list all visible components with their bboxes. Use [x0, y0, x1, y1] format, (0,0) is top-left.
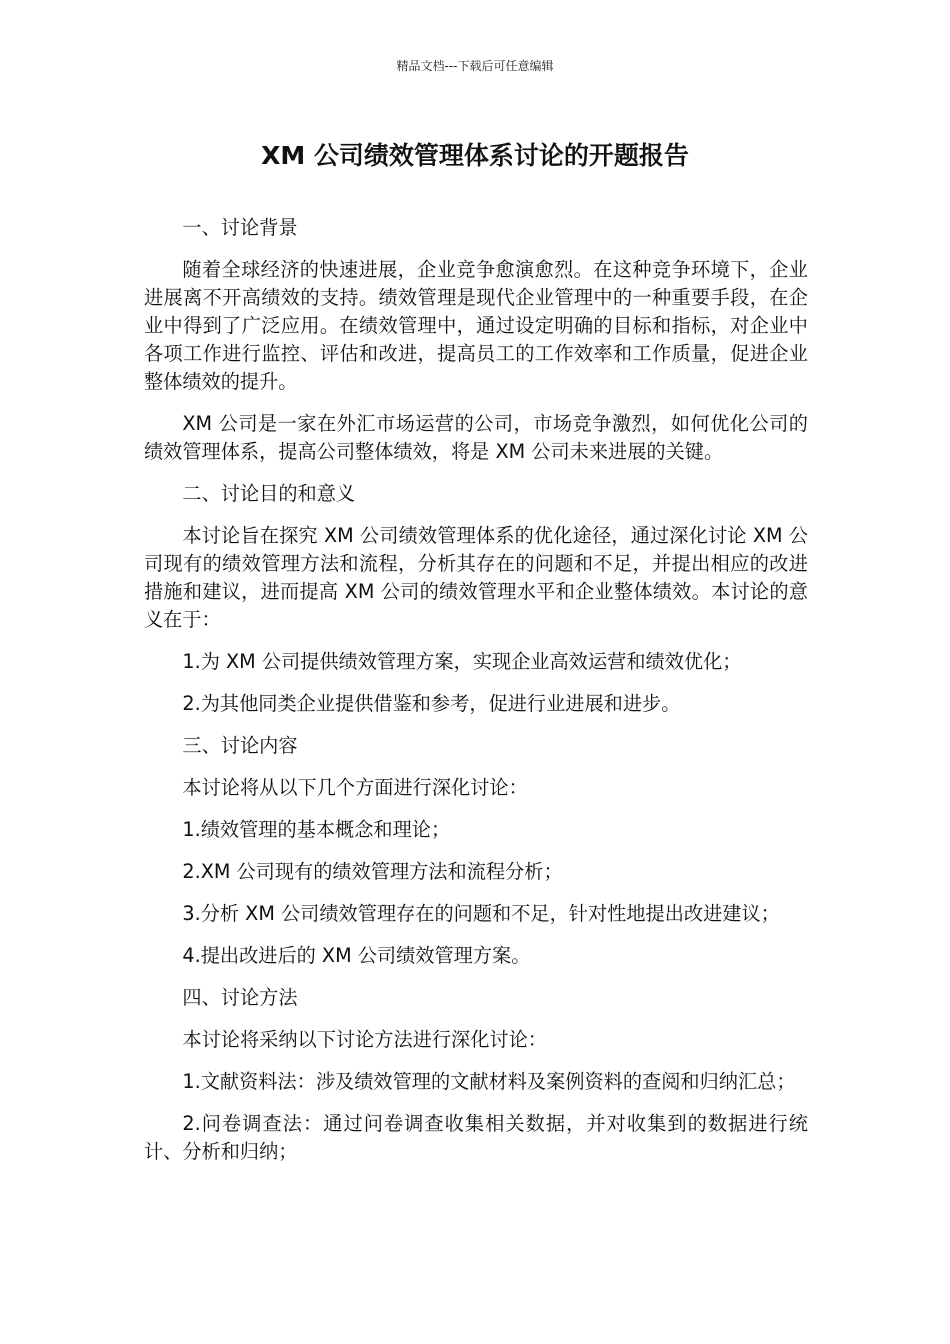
- list-item-content-3: 3.分析 XM 公司绩效管理存在的问题和不足，针对性地提出改进建议；: [182, 902, 780, 925]
- section-heading-background: 一、讨论背景: [182, 216, 298, 239]
- list-item-purpose-2: 2.为其他同类企业提供借鉴和参考，促进行业进展和进步。: [182, 692, 681, 715]
- list-item-content-2: 2.XM 公司现有的绩效管理方法和流程分析；: [182, 860, 563, 883]
- list-item-content-1: 1.绩效管理的基本概念和理论；: [182, 818, 451, 841]
- list-item-method-2: 2.问卷调查法：通过问卷调查收集相关数据，并对收集到的数据进行统计、分析和归纳；: [144, 1112, 808, 1163]
- list-item-purpose-1: 1.为 XM 公司提供绩效管理方案，实现企业高效运营和绩效优化；: [182, 650, 742, 673]
- paragraph-methods-intro: 本讨论将采纳以下讨论方法进行深化讨论：: [182, 1028, 547, 1051]
- paragraph-background-2: XM 公司是一家在外汇市场运营的公司，市场竞争激烈，如何优化公司的绩效管理体系，提高公司整体绩效，将是 XM 公司未来进展的关键。: [144, 412, 808, 463]
- header-note: 精品文档---下载后可任意编辑: [396, 59, 554, 73]
- section-heading-content: 三、讨论内容: [182, 734, 298, 757]
- paragraph-purpose: 本讨论旨在探究 XM 公司绩效管理体系的优化途径，通过深化讨论 XM 公司现有的绩效管理方法和流程，分析其存在的问题和不足，并提出相应的改进措施和建议，进而提高 XM 公司的绩效管理水平和企业整体绩效。本讨论的意义在于：: [144, 524, 808, 631]
- list-item-method-1: 1.文献资料法：涉及绩效管理的文献材料及案例资料的查阅和归纳汇总；: [182, 1070, 796, 1093]
- section-heading-methods: 四、讨论方法: [182, 986, 298, 1009]
- document-body: [144, 214, 808, 1180]
- list-item-content-4: 4.提出改进后的 XM 公司绩效管理方案。: [182, 944, 531, 967]
- paragraph-background-1: 随着全球经济的快速进展，企业竞争愈演愈烈。在这种竞争环境下，企业进展离不开高绩效的支持。绩效管理是现代企业管理中的一种重要手段，在企业中得到了广泛应用。在绩效管理中，通过设定明确的目标和指标，对企业中各项工作进行监控、评估和改进，提高员工的工作效率和工作质量，促进企业整体绩效的提升。: [144, 258, 808, 393]
- document-title: XM 公司绩效管理体系讨论的开题报告: [261, 141, 689, 170]
- paragraph-content-intro: 本讨论将从以下几个方面进行深化讨论：: [182, 776, 528, 799]
- section-heading-purpose: 二、讨论目的和意义: [182, 482, 356, 505]
